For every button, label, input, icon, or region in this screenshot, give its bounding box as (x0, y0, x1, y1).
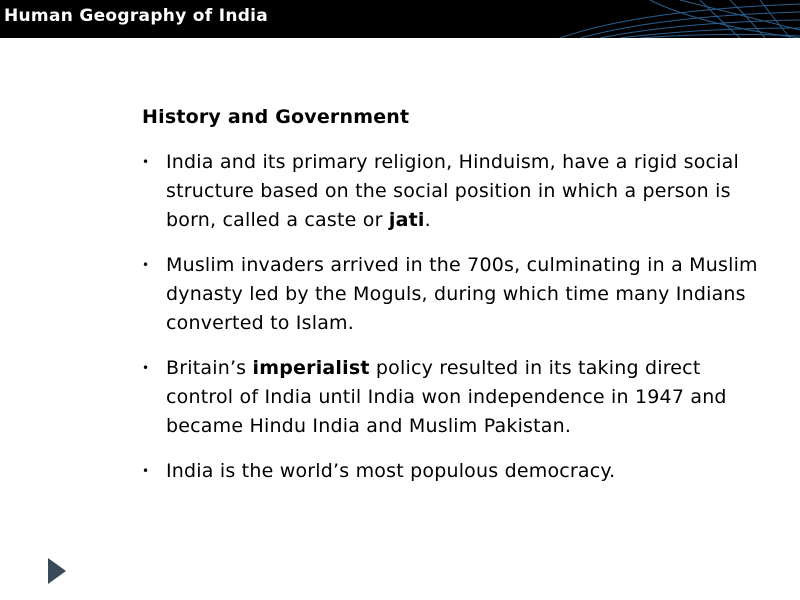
slide-heading: History and Government (142, 106, 410, 128)
bullet-item (142, 148, 762, 235)
bullet-text: . (424, 209, 431, 231)
bullet-dot-icon: • (142, 155, 150, 169)
bullet-dot-icon: • (142, 258, 150, 272)
bullet-text: Britain’s (166, 357, 253, 379)
bullet-item (142, 251, 762, 338)
bullet-item (142, 354, 762, 441)
bold-term: jati (388, 209, 425, 231)
bullet-list (142, 148, 762, 486)
bullet-dot-icon: • (142, 361, 150, 375)
bullet-text: policy resulted in its taking direct control of India until India won independence in 1947 and became Hindu India and Muslim Pakistan. (166, 357, 727, 437)
next-arrow-icon[interactable] (44, 556, 70, 586)
presentation-title: Human Geography of India (4, 6, 269, 26)
bullet-dot-icon: • (142, 464, 150, 478)
bullet-text: India and its primary religion, Hinduism, have a rigid social structure based on the social position in which a person is born, called a caste or (166, 151, 739, 231)
bullet-text: Muslim invaders arrived in the 700s, culminating in a Muslim dynasty led by the Moguls, during which time many Indians converted to Islam. (166, 254, 758, 334)
bullet-item (142, 457, 762, 486)
slide-content (142, 106, 762, 502)
bullet-text: India is the world’s most populous democracy. (166, 460, 616, 482)
bold-term: imperialist (252, 357, 370, 379)
title-bar (0, 0, 800, 38)
